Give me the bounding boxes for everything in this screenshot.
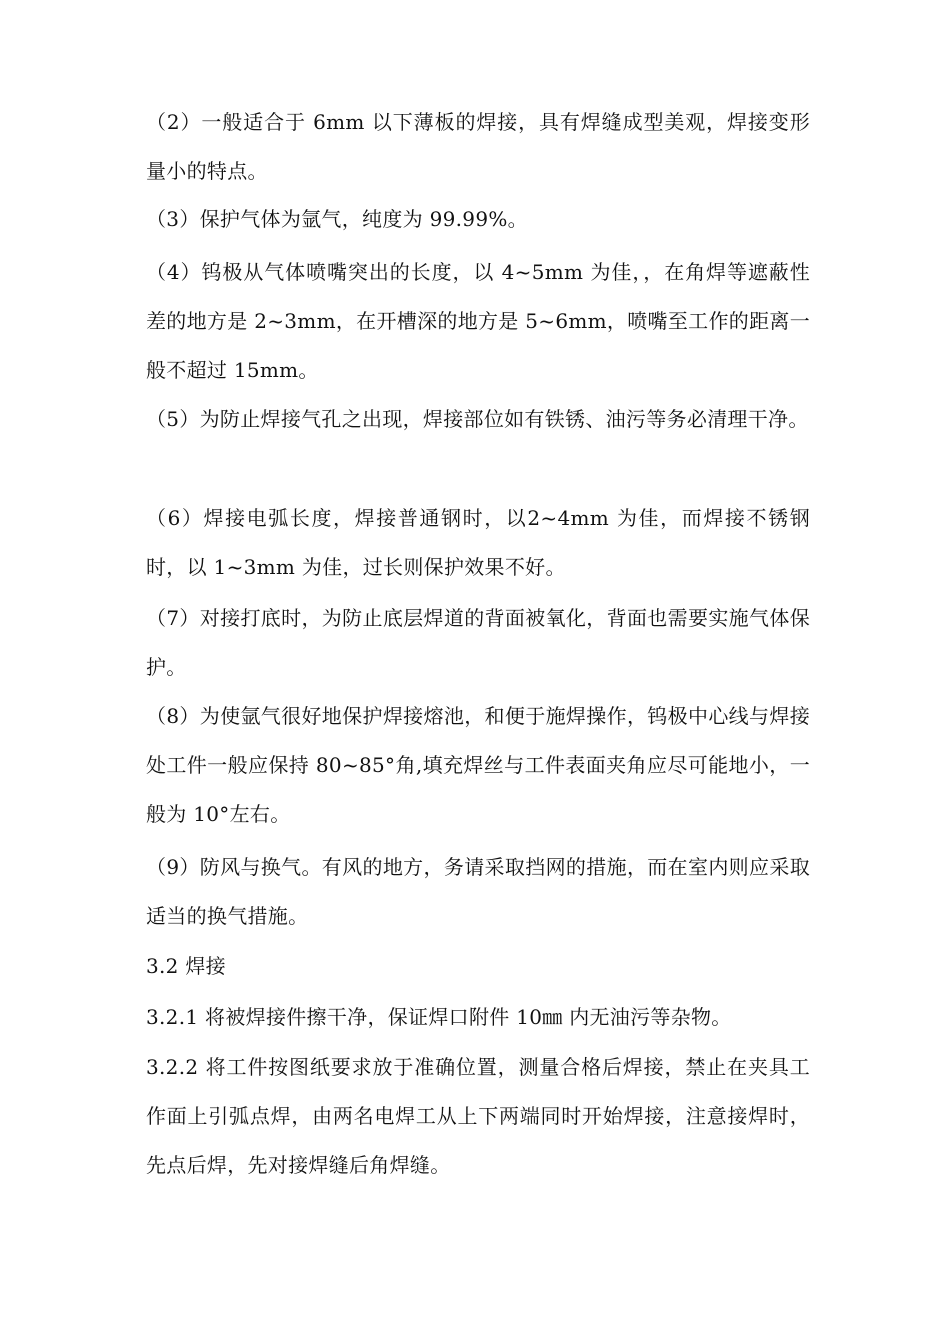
- paragraph-6: （6）焊接电弧长度，焊接普通钢时，以2~4mm 为佳，而焊接不锈钢时，以 1~3mm 为佳，过长则保护效果不好。: [146, 506, 810, 579]
- paragraph-5: （5）为防止焊接气孔之出现，焊接部位如有铁锈、油污等务必清理干净。: [146, 407, 809, 431]
- paragraph-4: （4）钨极从气体喷嘴突出的长度，以 4~5mm 为佳，，在角焊等遮蔽性差的地方是 2~3mm，在开槽深的地方是 5~6mm，喷嘴至工作的距离一般不超过 15mm。: [146, 260, 810, 382]
- paragraph-3-2-1: 3.2.1 将被焊接件擦干净，保证焊口附件 10㎜ 内无油污等杂物。: [146, 1005, 732, 1029]
- section-heading-3-2: 3.2 焊接: [146, 954, 226, 978]
- paragraph-3-2-2: 3.2.2 将工件按图纸要求放于准确位置，测量合格后焊接，禁止在夹具工作面上引弧点焊，由两名电焊工从上下两端同时开始焊接，注意接焊时，先点后焊，先对接焊缝后角焊缝。: [146, 1055, 810, 1177]
- paragraph-8: （8）为使氩气很好地保护焊接熔池，和便于施焊操作，钨极中心线与焊接处工件一般应保持 80~85°角,填充焊丝与工件表面夹角应尽可能地小，一般为 10°左右。: [146, 704, 810, 826]
- paragraph-7: （7）对接打底时，为防止底层焊道的背面被氧化，背面也需要实施气体保护。: [146, 606, 810, 679]
- paragraph-9: （9）防风与换气。有风的地方，务请采取挡网的措施，而在室内则应采取适当的换气措施。: [146, 855, 810, 928]
- paragraph-2: （2）一般适合于 6mm 以下薄板的焊接，具有焊缝成型美观，焊接变形量小的特点。: [146, 110, 810, 183]
- paragraph-3: （3）保护气体为氩气，纯度为 99.99%。: [146, 207, 528, 231]
